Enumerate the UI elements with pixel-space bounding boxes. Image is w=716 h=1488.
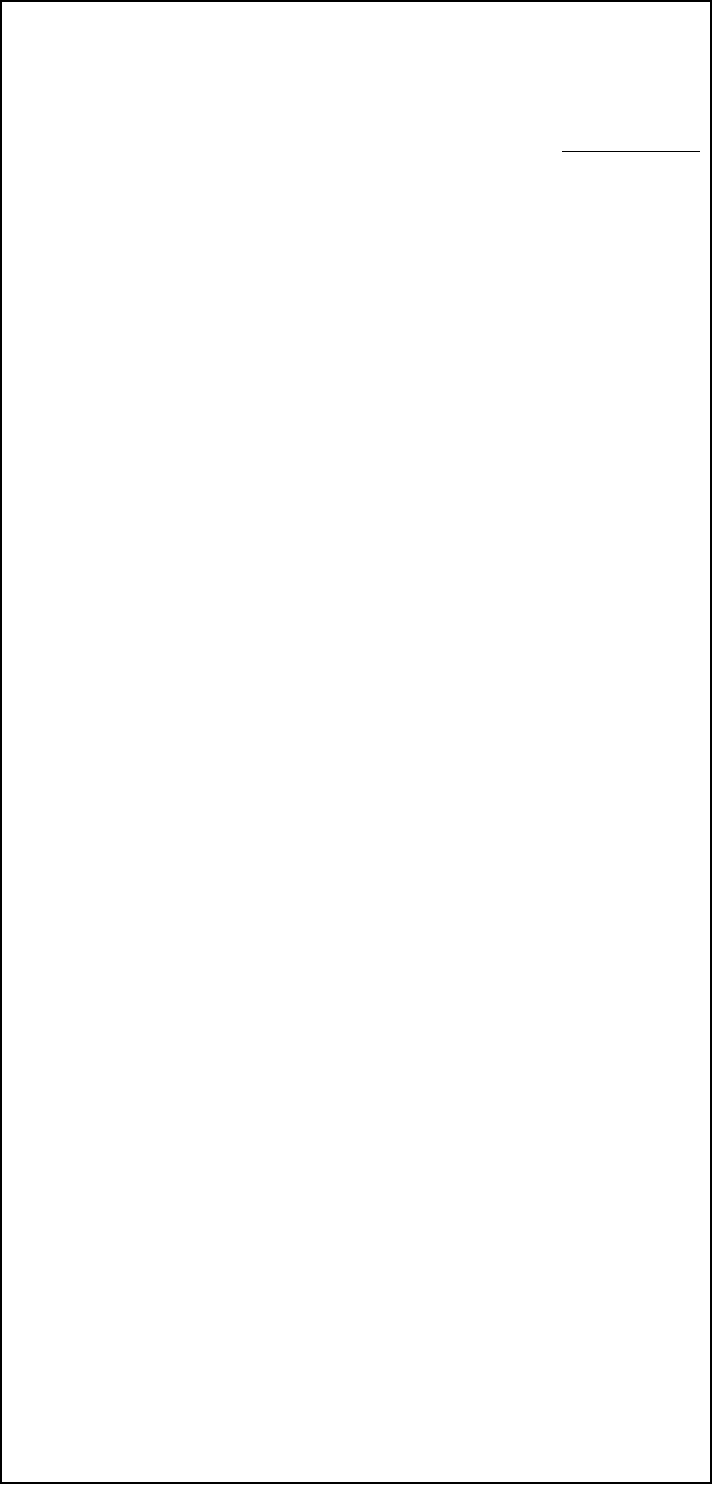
date-bangla xyxy=(562,149,700,152)
